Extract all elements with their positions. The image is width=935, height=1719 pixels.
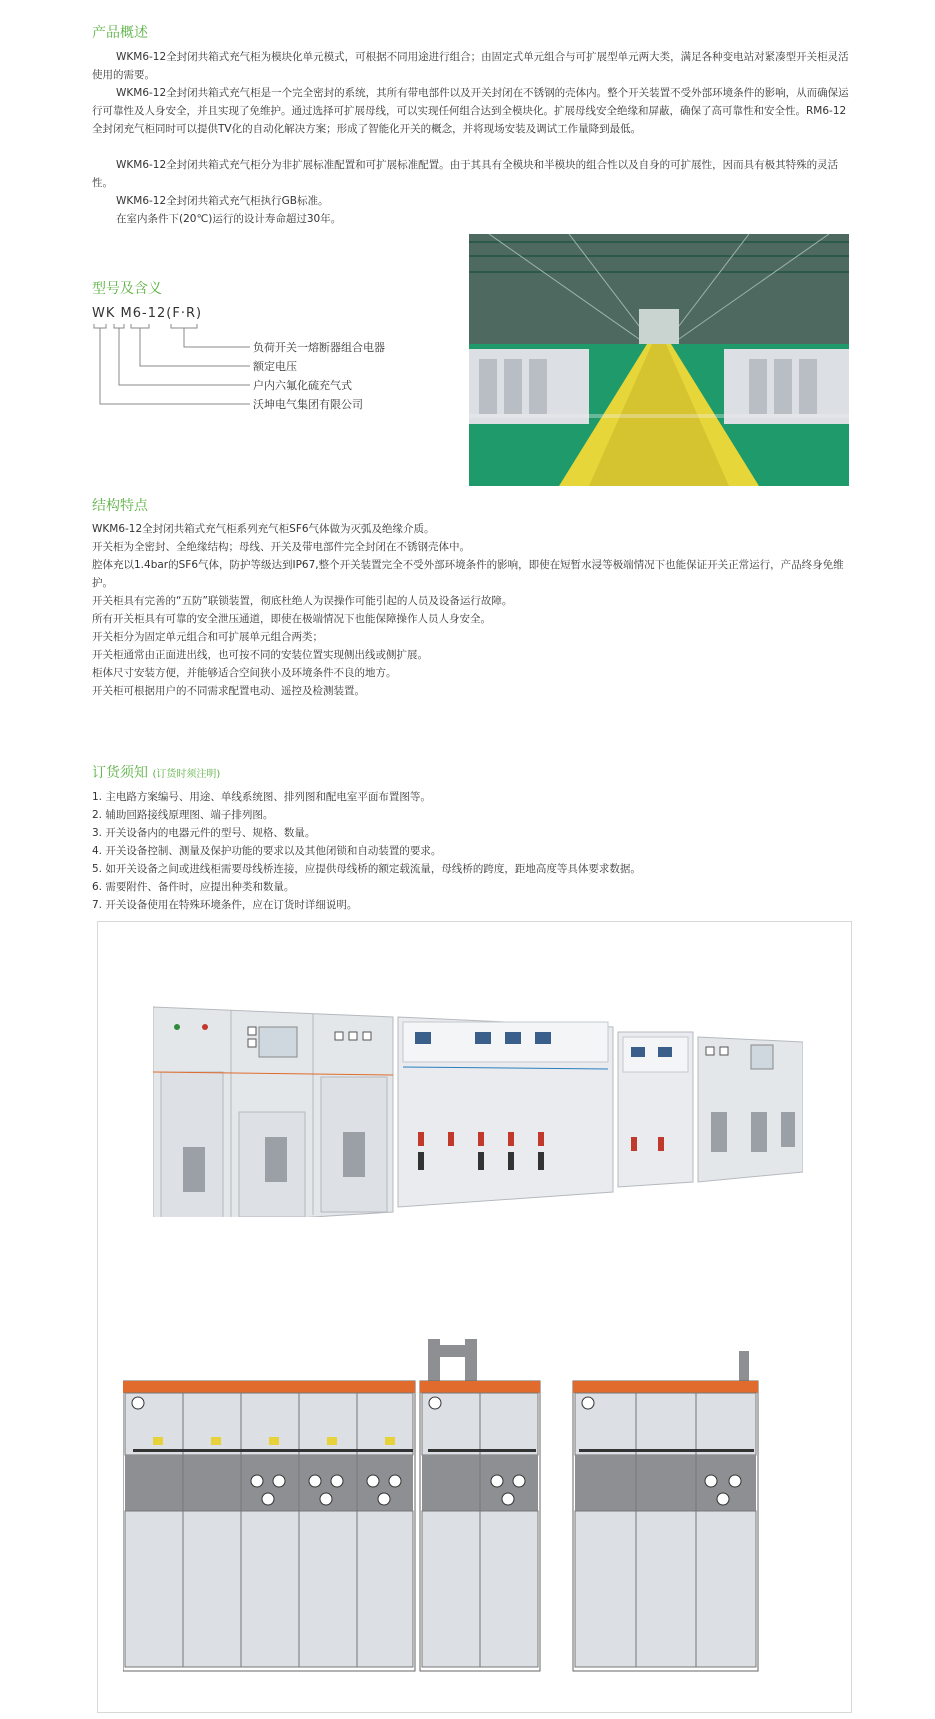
overview-paragraph-2: WKM6-12全封闭共箱式充气柜是一个完全密封的系统，其所有带电部件以及开关封闭在不锈钢的壳体内。整个开关装置不受外部环境条件的影响，从而确保运行可靠性及人身安全，并且实现了免维护。通过选择可扩展母线，可以实现任何组合达到全模块化。扩展母线安全绝缘和屏蔽，确保了高可靠性和安全性。RM6-12 全封闭充气柜同时可以提供TV化的自动化解决方案；形成了智能化开关的概念，并将现场安装及调试工作量降到最低。 (92, 87, 849, 135)
structure-line-2: 开关柜为全密封、全绝缘结构；母线、开关及带电部件完全封闭在不锈钢壳体中。 (92, 541, 470, 553)
order-item-1: 1. 主电路方案编号、用途、单线系统图、排列图和配电室平面布置图等。 (92, 791, 431, 803)
cabinet-group-middle (398, 1017, 613, 1207)
model-meaning-2: 额定电压 (253, 360, 297, 373)
product-image-frame (97, 921, 852, 1713)
drawing-unit-c (573, 1381, 758, 1671)
model-title: 型号及含义 (92, 281, 162, 297)
order-title (92, 762, 220, 782)
overview-title: 产品概述 (92, 25, 148, 41)
structure-line-8: 柜体尺寸安装方便，并能够适合空间狭小及环境条件不良的地方。 (92, 667, 397, 679)
order-item-3: 3. 开关设备内的电器元件的型号、规格、数量。 (92, 827, 316, 839)
drawing-unit-b (420, 1381, 540, 1671)
model-bracket-lines (92, 322, 262, 412)
structure-title: 结构特点 (92, 498, 148, 514)
structure-line-6: 开关柜分为固定单元组合和可扩展单元组合两类； (92, 631, 323, 643)
structure-line-1: WKM6-12全封闭共箱式充气柜系列充气柜SF6气体做为灭弧及绝缘介质。 (92, 523, 435, 535)
order-item-2: 2. 辅助回路接线原理图、端子排列图。 (92, 809, 274, 821)
structure-line-7: 开关柜通常由正面进出线，也可按不同的安装位置实现侧出线或侧扩展。 (92, 649, 428, 661)
model-code-part: (F·R) (166, 306, 203, 321)
model-code-part: 12 (147, 306, 167, 321)
cabinet-group-left (153, 1007, 393, 1217)
model-code-part: W (92, 306, 106, 321)
model-meaning-3: 户内六氟化硫充气式 (253, 379, 352, 392)
overview-paragraph-1: WKM6-12全封闭共箱式充气柜为模块化单元模式，可根据不同用途进行组合；由固定式单元组合与可扩展型单元两大类，满足各种变电站对紧凑型开关柜灵活使用的需要。 (92, 51, 849, 81)
overview-paragraph-5: 在室内条件下(20℃)运行的设计寿命超过30年。 (116, 213, 342, 225)
cabinet-group-right-2 (698, 1037, 803, 1182)
overview-paragraph-3: WKM6-12全封闭共箱式充气柜分为非扩展标准配置和可扩展标准配置。由于其具有全模块和半模块的组合性以及自身的可扩展性，因而具有极其特殊的灵活性。 (92, 159, 839, 189)
model-meaning-1: 负荷开关一熔断器组合电器 (253, 341, 385, 354)
model-code-part: M6 (120, 306, 143, 321)
structure-line-3: 腔体充以1.4bar的SF6气体，防护等级达到IP67,整个开关装置完全不受外部环境条件的影响，即使在短暂水浸等极端情况下也能保证开关正常运行，产品终身免维护。 (92, 559, 844, 589)
model-code-part: - (142, 306, 148, 321)
cabinet-row-illustration (153, 987, 803, 1217)
order-item-6: 6. 需要附件、备件时，应提出种类和数量。 (92, 881, 295, 893)
model-code (92, 306, 202, 321)
structure-line-5: 所有开关柜具有可靠的安全泄压通道，即使在极端情况下也能保障操作人员人身安全。 (92, 613, 491, 625)
order-item-4: 4. 开关设备控制、测量及保护功能的要求以及其他闭锁和自动装置的要求。 (92, 845, 442, 857)
structure-line-9: 开关柜可根据用户的不同需求配置电动、遥控及检测装置。 (92, 685, 365, 697)
cabinet-group-right-1 (618, 1032, 693, 1187)
model-meaning-4: 沃坤电气集团有限公司 (253, 398, 363, 411)
order-item-5: 5. 如开关设备之间或进线柜需要母线桥连接，应提供母线桥的额定载流量，母线桥的跨度，距地高度等具体要求数据。 (92, 863, 641, 875)
model-code-part: K (105, 306, 116, 321)
cabinet-front-elevation-drawing (123, 1339, 833, 1679)
order-subtitle: (订货时须注明) (152, 769, 221, 780)
drawing-unit-a (123, 1381, 415, 1671)
order-item-7: 7. 开关设备使用在特殊环境条件，应在订货时详细说明。 (92, 899, 358, 911)
factory-photo (469, 234, 849, 486)
overview-paragraph-4: WKM6-12全封闭共箱式充气柜执行GB标准。 (116, 195, 329, 207)
structure-line-4: 开关柜具有完善的“五防”联锁装置，彻底杜绝人为误操作可能引起的人员及设备运行故障。 (92, 595, 513, 607)
order-title-text: 订货须知 (92, 765, 148, 781)
